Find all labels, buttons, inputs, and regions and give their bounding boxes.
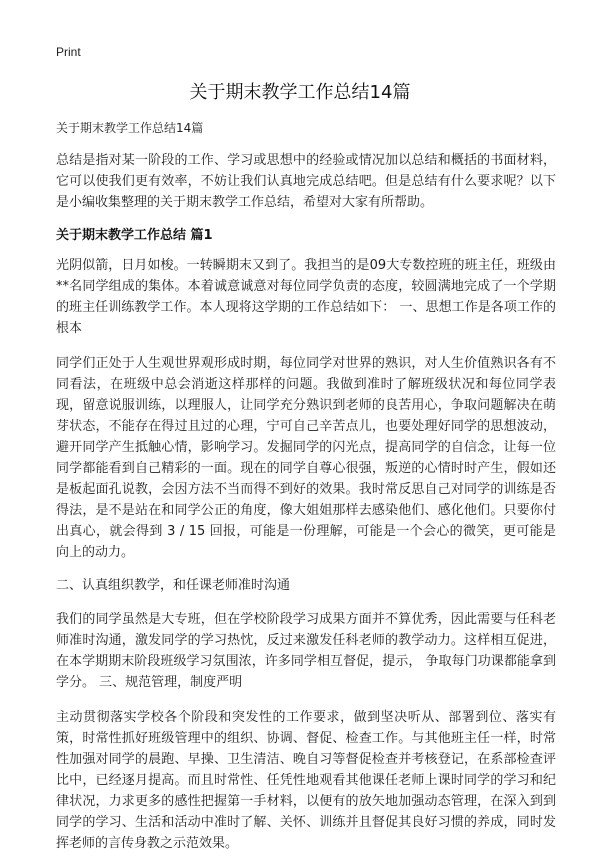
body-paragraph: 我们的同学虽然是大专班，但在学校阶段学习成果方面并不算优秀，因此需要与任科老师准时沟通，激发同学的学习热忱，反过来激发任科老师的教学动力。这样相互促进，在本学期期末阶段班级学习氛围浓，许多同学相互督促，提示， 争取每门功课都能拿到学分。 三、规范管理，制度严明 — [56, 612, 556, 690]
print-button[interactable]: Print — [56, 45, 81, 59]
body-paragraph: 同学们正处于人生观世界观形成时期，每位同学对世界的熟识，对人生价值熟识各有不同看法，在班级中总会消逝这样那样的问题。我做到准时了解班级状况和每位同学表现，留意说服训练，以理服人，让同学充分熟识到老师的良苦用心，争取问题解决在萌芽状态，不能存在得过且过的心理，宁可自己辛苦点儿，也要处理好同学的思想波动，避开同学产生抵触心情，影响学习。发掘同学的闪光点，提高同学的自信念，让每一位同学都能看到自己精彩的一面。现在的同学自尊心很强，叛逆的心情时时产生，假如还是板起面孔说教，会因方法不当而得不到好的效果。我时常反思自己对同学的训练是否得法，是不是站在和同学公正的角度，像大姐姐那样去感染他们、感化他们。只要你付出真心，就会得到 3 / 15 回报，可能是一份理解，可能是一个会心的微笑，更可能是向上的动力。 — [56, 356, 556, 560]
page-title: 关于期末教学工作总结14篇 — [189, 82, 411, 103]
body-paragraph: 主动贯彻落实学校各个阶段和突发性的工作要求，做到坚决听从、部署到位、落实有策，时常性抓好班级管理中的组织、协调、督促、检查工作。与其他班主任一样，时常性加强对同学的晨跑、早操、卫生清洁、晚自习等督促检查并考核登记，在系部检查评比中，已经逐月提高。而且时常性、任凭性地观看其他课任老师上课时同学的学习和纪律状况，力求更多的感性把握第一手材料，以便有的放矢地加强动态管理，在深入到到同学的学习、生活和活动中准时了解、关怀、训练并且督促其良好习惯的养成，同时发挥老师的言传身教之示范效果。 — [56, 710, 556, 851]
intro-paragraph: 总结是指对某一阶段的工作、学习或思想中的经验或情况加以总结和概括的书面材料，它可以使我们更有效率，不妨让我们认真地完成总结吧。但是总结有什么要求呢？以下是小编收集整理的关于期末教学工作总结，希望对大家有所帮助。 — [56, 153, 556, 210]
article-subtitle: 关于期末教学工作总结14篇 — [56, 121, 204, 135]
subheading: 二、认真组织教学，和任课老师准时沟通 — [56, 578, 291, 593]
section-heading: 关于期末教学工作总结 篇1 — [56, 228, 213, 243]
article-body — [56, 120, 556, 868]
body-paragraph: 光阴似箭，日月如梭。一转瞬期末又到了。我担当的是09大专数控班的班主任，班级由**名同学组成的集体。本着诚意诚意对每位同学负责的态度，较圆满地完成了一个学期的班主任训练教学工作。本人现将这学期的工作总结如下： 一、思想工作是各项工作的根本 — [56, 258, 556, 336]
